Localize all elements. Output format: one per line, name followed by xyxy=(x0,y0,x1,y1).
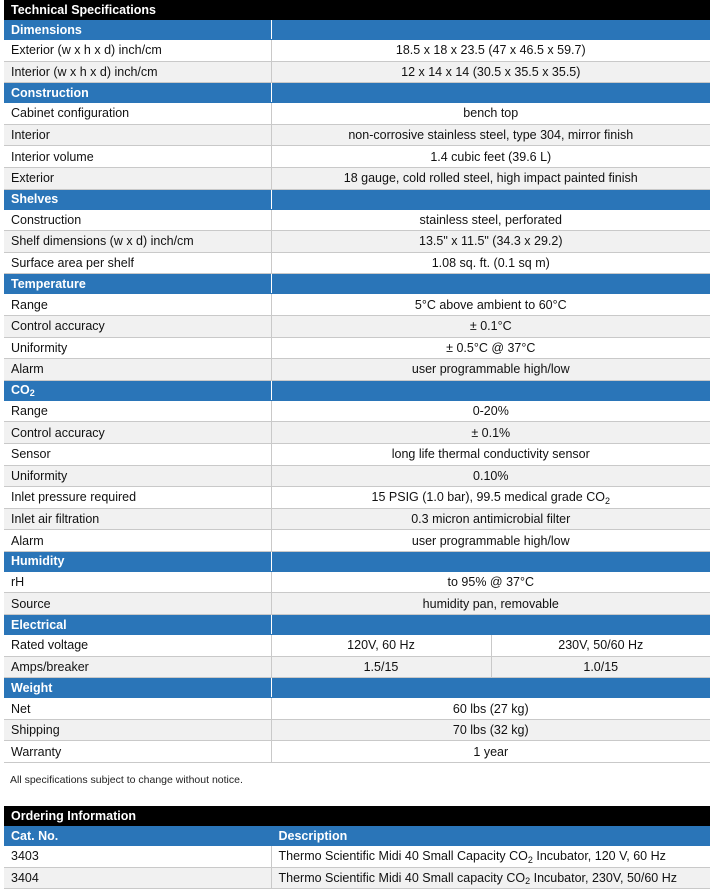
spec-value xyxy=(271,209,710,231)
ordering-title: Ordering Information xyxy=(4,806,710,826)
spec-label: Shelf dimensions (w x d) inch/cm xyxy=(4,231,271,253)
spec-label: Interior volume xyxy=(4,146,271,168)
spec-value-text: 12 x 14 x 14 (30.5 x 35.5 x 35.5) xyxy=(401,64,581,79)
spec-label: Amps/breaker xyxy=(4,656,271,678)
spec-value-text: humidity pan, removable xyxy=(422,596,559,611)
spec-label: Exterior (w x h x d) inch/cm xyxy=(4,40,271,62)
description-tail: Incubator, 230V, 50/60 Hz xyxy=(530,870,677,885)
spec-label: Uniformity xyxy=(4,337,271,359)
spec-row xyxy=(4,294,710,316)
section-header-row xyxy=(4,189,710,209)
spec-row xyxy=(4,359,710,381)
spec-label: rH xyxy=(4,571,271,593)
ordering-row xyxy=(4,867,710,889)
spec-label: Control accuracy xyxy=(4,315,271,337)
spec-value-text: user programmable high/low xyxy=(411,362,570,377)
spec-value xyxy=(271,231,710,253)
spec-label: Surface area per shelf xyxy=(4,252,271,274)
section-header-row xyxy=(4,20,710,40)
spec-label: Inlet air filtration xyxy=(4,508,271,530)
spec-value-text: long life thermal conductivity sensor xyxy=(391,447,590,462)
spec-value-text: user programmable high/low xyxy=(411,533,570,548)
spec-value-secondary: 1.0/15 xyxy=(491,656,710,678)
spec-row xyxy=(4,508,710,530)
spec-value-text: 18.5 x 18 x 23.5 (47 x 46.5 x 59.7) xyxy=(395,43,586,58)
spec-value-text: ± 0.1% xyxy=(471,425,511,440)
spec-label: Range xyxy=(4,400,271,422)
spec-label: Rated voltage xyxy=(4,635,271,657)
spec-value-text: to 95% @ 37°C xyxy=(447,575,534,590)
spec-label: Source xyxy=(4,593,271,615)
spec-label: Exterior xyxy=(4,167,271,189)
spec-value xyxy=(271,487,710,509)
spec-row xyxy=(4,146,710,168)
spec-row xyxy=(4,252,710,274)
disclaimer-note: All specifications subject to change without notice. xyxy=(10,774,243,787)
spec-value xyxy=(271,698,710,720)
spec-row xyxy=(4,124,710,146)
description-header: Description xyxy=(271,826,710,846)
spec-label: Alarm xyxy=(4,359,271,381)
cat-no: 3404 xyxy=(4,867,271,889)
spec-value xyxy=(271,359,710,381)
spec-value xyxy=(271,315,710,337)
spec-value xyxy=(271,443,710,465)
section-header-blank xyxy=(271,678,710,698)
cat-no: 3403 xyxy=(4,846,271,868)
spec-row xyxy=(4,571,710,593)
spec-label: Interior (w x h x d) inch/cm xyxy=(4,61,271,83)
spec-value-text: 0.10% xyxy=(473,468,509,483)
spec-value-text: 70 lbs (32 kg) xyxy=(452,723,529,738)
spec-value xyxy=(271,571,710,593)
spec-value xyxy=(271,103,710,125)
spec-value-text: 18 gauge, cold rolled steel, high impact painted finish xyxy=(343,171,638,186)
description-text: Thermo Scientific Midi 40 Small Capacity CO xyxy=(278,849,528,864)
spec-value-text: 15 PSIG (1.0 bar), 99.5 medical grade CO xyxy=(371,490,605,505)
spec-value xyxy=(271,337,710,359)
spec-value xyxy=(271,40,710,62)
spec-value xyxy=(271,146,710,168)
spec-row xyxy=(4,337,710,359)
spec-value xyxy=(271,719,710,741)
section-header-blank xyxy=(271,551,710,571)
ordering-information-table xyxy=(4,806,710,889)
section-header-blank xyxy=(271,83,710,103)
section-title xyxy=(4,380,271,400)
spec-value xyxy=(271,530,710,552)
spec-value-text: ± 0.5°C @ 37°C xyxy=(446,340,536,355)
spec-label: Uniformity xyxy=(4,465,271,487)
description-text: Thermo Scientific Midi 40 Small capacity CO xyxy=(278,870,526,885)
spec-value-text: 1 year xyxy=(473,744,509,759)
ordering-header-row xyxy=(4,826,710,846)
spec-row xyxy=(4,231,710,253)
spec-label: Shipping xyxy=(4,719,271,741)
section-title-text: Construction xyxy=(11,85,89,100)
spec-value-text: bench top xyxy=(463,106,519,121)
spec-title-row xyxy=(4,0,710,20)
section-header-blank xyxy=(271,615,710,635)
spec-label: Sensor xyxy=(4,443,271,465)
section-title-text: Weight xyxy=(11,680,53,695)
section-header-row xyxy=(4,551,710,571)
spec-value xyxy=(271,508,710,530)
section-header-row xyxy=(4,678,710,698)
spec-row xyxy=(4,315,710,337)
product-description xyxy=(271,846,710,868)
spec-value xyxy=(271,124,710,146)
ordering-title-row xyxy=(4,806,710,826)
spec-value xyxy=(271,400,710,422)
spec-value-text: 5°C above ambient to 60°C xyxy=(414,297,567,312)
spec-row xyxy=(4,167,710,189)
spec-value xyxy=(271,167,710,189)
spec-label: Warranty xyxy=(4,741,271,763)
spec-value: 1.5/15 xyxy=(271,656,491,678)
ordering-row xyxy=(4,846,710,868)
section-title-text: CO xyxy=(11,383,30,398)
spec-row xyxy=(4,530,710,552)
spec-value xyxy=(271,422,710,444)
section-header-blank xyxy=(271,274,710,294)
section-header-blank xyxy=(271,20,710,40)
section-header-row xyxy=(4,615,710,635)
spec-row xyxy=(4,103,710,125)
spec-label: Interior xyxy=(4,124,271,146)
spec-row xyxy=(4,698,710,720)
section-header-blank xyxy=(271,380,710,400)
spec-value-text: 0.3 micron antimicrobial filter xyxy=(411,511,571,526)
spec-label: Alarm xyxy=(4,530,271,552)
spec-value-text: 60 lbs (27 kg) xyxy=(452,701,529,716)
spec-label: Control accuracy xyxy=(4,422,271,444)
spec-value-text: non-corrosive stainless steel, type 304, mirror finish xyxy=(348,128,634,143)
spec-row xyxy=(4,487,710,509)
spec-row xyxy=(4,209,710,231)
spec-row xyxy=(4,400,710,422)
spec-value-text: 1.08 sq. ft. (0.1 sq m) xyxy=(431,256,550,271)
description-subscript: 2 xyxy=(525,876,531,887)
spec-value xyxy=(271,252,710,274)
section-title-text: Humidity xyxy=(11,554,65,569)
description-subscript: 2 xyxy=(527,854,533,865)
spec-row xyxy=(4,656,710,678)
spec-row xyxy=(4,741,710,763)
spec-value xyxy=(271,61,710,83)
section-title xyxy=(4,274,271,294)
section-title-text: Shelves xyxy=(11,192,59,207)
description-tail: Incubator, 120 V, 60 Hz xyxy=(532,849,666,864)
spec-value-text: 13.5" x 11.5" (34.3 x 29.2) xyxy=(419,234,563,249)
section-title xyxy=(4,20,271,40)
section-title xyxy=(4,83,271,103)
section-title-text: Temperature xyxy=(11,276,86,291)
cat-no-header: Cat. No. xyxy=(4,826,271,846)
spec-value-text: 1.4 cubic feet (39.6 L) xyxy=(430,149,552,164)
spec-row xyxy=(4,40,710,62)
spec-label: Net xyxy=(4,698,271,720)
spec-value-subscript: 2 xyxy=(604,495,610,506)
section-header-row xyxy=(4,83,710,103)
section-title xyxy=(4,189,271,209)
product-description xyxy=(271,867,710,889)
spec-label: Inlet pressure required xyxy=(4,487,271,509)
spec-title: Technical Specifications xyxy=(4,0,710,20)
spec-value xyxy=(271,741,710,763)
spec-row xyxy=(4,422,710,444)
spec-row xyxy=(4,635,710,657)
spec-row xyxy=(4,719,710,741)
spec-row xyxy=(4,465,710,487)
spec-value xyxy=(271,465,710,487)
section-title xyxy=(4,678,271,698)
spec-value-text: 0-20% xyxy=(472,404,509,419)
spec-row xyxy=(4,61,710,83)
spec-row xyxy=(4,593,710,615)
section-title-subscript: 2 xyxy=(29,388,35,399)
spec-label: Cabinet configuration xyxy=(4,103,271,125)
section-title xyxy=(4,615,271,635)
section-header-row xyxy=(4,380,710,400)
spec-value xyxy=(271,593,710,615)
spec-value-secondary: 230V, 50/60 Hz xyxy=(491,635,710,657)
section-header-blank xyxy=(271,189,710,209)
technical-specifications-table xyxy=(4,0,710,763)
section-title-text: Dimensions xyxy=(11,22,82,37)
spec-value: 120V, 60 Hz xyxy=(271,635,491,657)
spec-row xyxy=(4,443,710,465)
section-header-row xyxy=(4,274,710,294)
spec-label: Range xyxy=(4,294,271,316)
section-title xyxy=(4,551,271,571)
spec-value-text: stainless steel, perforated xyxy=(419,212,562,227)
section-title-text: Electrical xyxy=(11,617,67,632)
spec-value xyxy=(271,294,710,316)
spec-label: Construction xyxy=(4,209,271,231)
spec-value-text: ± 0.1°C xyxy=(469,319,512,334)
